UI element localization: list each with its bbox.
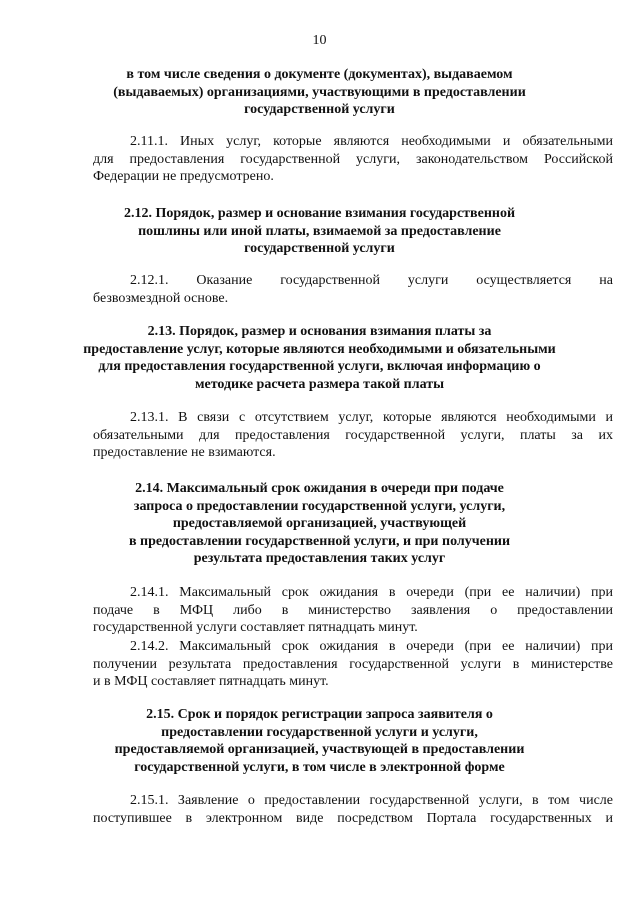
paragraph-line: 2.15.1. Заявление о предоставлении государственной услуги, в том числе [130,793,613,808]
paragraph-2-15-1 [93,792,613,827]
heading-line: запроса о предоставлении государственной услуги, услуги, [133,498,506,514]
paragraph-line: обязательными для предоставления государственной услуги, платы за их [93,427,613,443]
paragraph-line: поступившее в электронном виде посредством Портала государственных и [93,810,613,826]
heading-line: результата предоставления таких услуг [193,551,446,566]
heading-line: государственной услуги [244,241,395,256]
paragraph-line: Федерации не предусмотрено. [93,169,274,184]
heading-line: 2.15. Срок и порядок регистрации запроса заявителя о [146,707,493,722]
paragraph-line: получении результата предоставления государственной услуги в министерстве [93,656,613,672]
paragraph-line: подаче в МФЦ либо в министерство заявления о предоставлении [93,602,613,618]
heading-line: государственной услуги, в том числе в электронной форме [134,759,505,775]
paragraph-line: 2.13.1. В связи с отсутствием услуг, которые являются необходимыми и [130,410,613,425]
heading-2-14 [0,480,639,568]
heading-line: предоставляемой организацией, участвующей в предоставлении [114,742,525,757]
heading-2-13 [0,323,639,393]
paragraph-2-14-1 [93,584,613,637]
paragraph-2-14-2 [93,638,613,691]
heading-line: в том числе сведения о документе (документах), выдаваемом [126,67,513,82]
heading-line: для предоставления государственной услуги, включая информацию о [98,359,541,374]
heading-line: государственной услуги [244,102,395,117]
paragraph-line: 2.14.2. Максимальный срок ожидания в очереди (при ее наличии) при [130,639,613,654]
heading-line: пошлины или иной платы, взимаемой за предоставление [138,223,501,239]
paragraph-line: и в МФЦ составляет пятнадцать минут. [93,674,329,689]
heading-line: 2.14. Максимальный срок ожидания в очереди при подаче [135,481,504,496]
heading-line: методике расчета размера такой платы [194,376,445,392]
heading-line: предоставление услуг, которые являются необходимыми и обязательными [83,341,556,357]
paragraph-line: 2.11.1. Иных услуг, которые являются необходимыми и обязательными [130,134,613,149]
heading-2-11-tail [0,66,639,119]
heading-line: 2.13. Порядок, размер и основания взимания платы за [147,324,492,339]
paragraph-line: безвозмездной основе. [93,290,229,306]
heading-2-15 [0,706,639,776]
paragraph-line: предоставление не взимаются. [93,445,276,460]
heading-line: (выдаваемых) организациями, участвующими в предоставлении [113,84,526,100]
heading-line: предоставляемой организацией, участвующей [172,516,467,531]
heading-line: предоставлении государственной услуги и услуги, [161,724,478,740]
paragraph-line: государственной услуги составляет пятнадцать минут. [93,620,418,635]
heading-line: в предоставлении государственной услуги, и при получении [128,533,511,549]
page-number: 10 [312,33,327,48]
paragraph-line: для предоставления государственной услуги, законодательством Российской [93,151,613,167]
paragraph-2-13-1 [93,409,613,462]
paragraph-line: 2.14.1. Максимальный срок ожидания в очереди (при ее наличии) при [130,585,613,600]
heading-2-12 [0,205,639,258]
paragraph-2-12-1 [93,272,613,307]
paragraph-line: 2.12.1. Оказание государственной услуги осуществляется на [130,273,613,288]
heading-line: 2.12. Порядок, размер и основание взимания государственной [123,206,516,221]
paragraph-2-11-1 [93,133,613,186]
